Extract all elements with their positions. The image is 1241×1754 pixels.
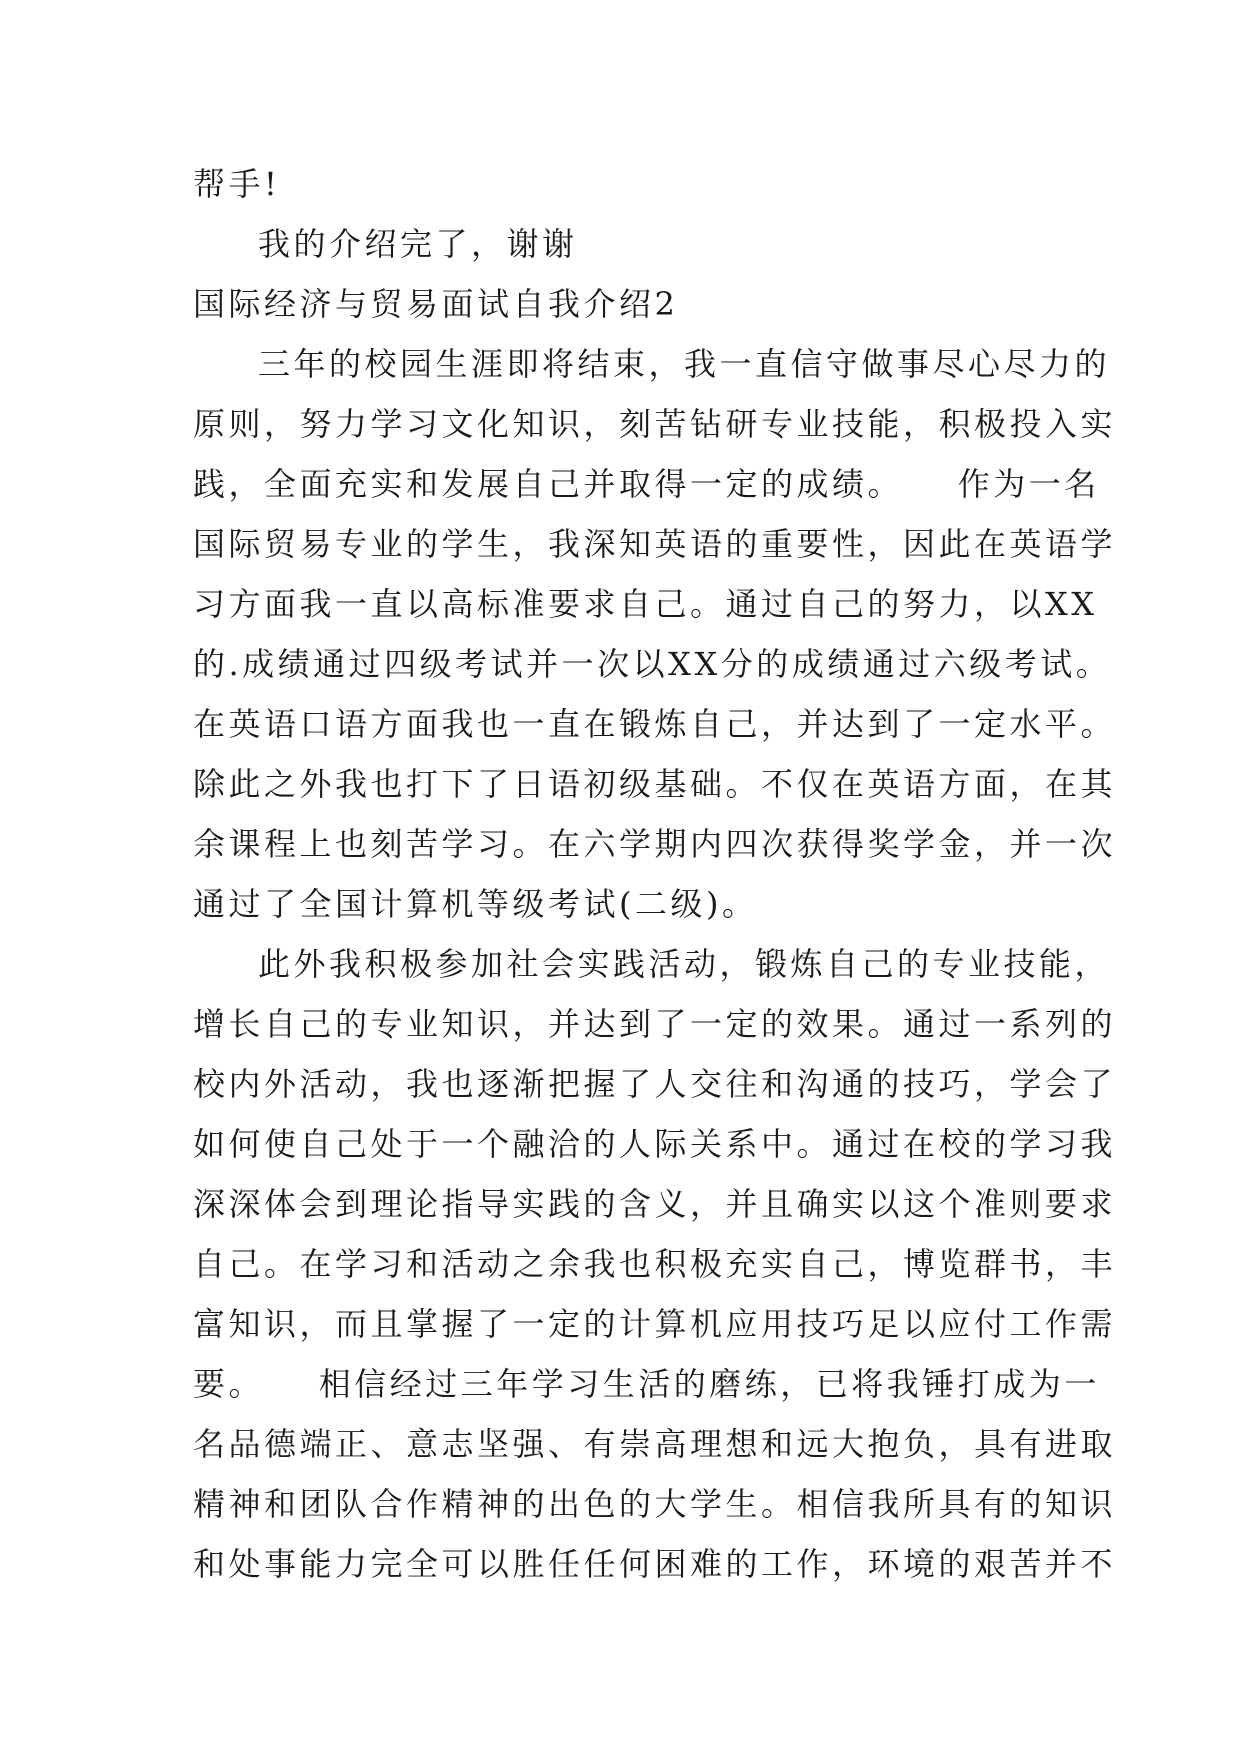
text-line: 余课程上也刻苦学习。在六学期内四次获得奖学金，并一次 (193, 825, 1117, 863)
text-line: 三年的校园生涯即将结束，我一直信守做事尽心尽力的 (258, 345, 1111, 383)
text-line: 精神和团队合作精神的出色的大学生。相信我所具有的知识 (193, 1485, 1117, 1523)
text-line: 除此之外我也打下了日语初级基础。不仅在英语方面，在其 (193, 765, 1117, 803)
text-line: 和处事能力完全可以胜任任何困难的工作，环境的艰苦并不 (193, 1545, 1117, 1583)
text-line: 通过了全国计算机等级考试(二级)。 (193, 885, 758, 923)
text-line: 深深体会到理论指导实践的含义，并且确实以这个准则要求 (193, 1185, 1117, 1223)
section-heading: 国际经济与贸易面试自我介绍2 (193, 285, 679, 323)
text-line: 富知识，而且掌握了一定的计算机应用技巧足以应付工作需 (193, 1305, 1117, 1343)
text-line: 习方面我一直以高标准要求自己。通过自己的努力，以XX (193, 585, 1098, 623)
text-line: 此外我积极参加社会实践活动，锻炼自己的专业技能， (258, 945, 1111, 983)
text-line: 原则，努力学习文化知识，刻苦钻研专业技能，积极投入实 (193, 405, 1117, 443)
text-line: 践，全面充实和发展自己并取得一定的成绩。 作为一名 (193, 465, 1100, 503)
text-line: 增长自己的专业知识，并达到了一定的效果。通过一系列的 (193, 1005, 1117, 1043)
text-line: 要。 相信经过三年学习生活的磨练，已将我锤打成为一 (193, 1365, 1100, 1403)
text-line: 名品德端正、意志坚强、有崇高理想和远大抱负，具有进取 (193, 1425, 1117, 1463)
text-line: 如何使自己处于一个融洽的人际关系中。通过在校的学习我 (193, 1125, 1117, 1163)
text-line: 在英语口语方面我也一直在锻炼自己，并达到了一定水平。 (193, 705, 1117, 743)
text-line: 国际贸易专业的学生，我深知英语的重要性，因此在英语学 (193, 525, 1117, 563)
text-line: 自己。在学习和活动之余我也积极充实自己，博览群书，丰 (193, 1245, 1117, 1283)
text-line: 校内外活动，我也逐渐把握了人交往和沟通的技巧，学会了 (193, 1065, 1117, 1103)
text-line: 的.成绩通过四级考试并一次以XX分的成绩通过六级考试。 (193, 645, 1112, 683)
text-line: 我的介绍完了，谢谢 (258, 225, 578, 263)
text-line: 帮手! (193, 165, 281, 203)
